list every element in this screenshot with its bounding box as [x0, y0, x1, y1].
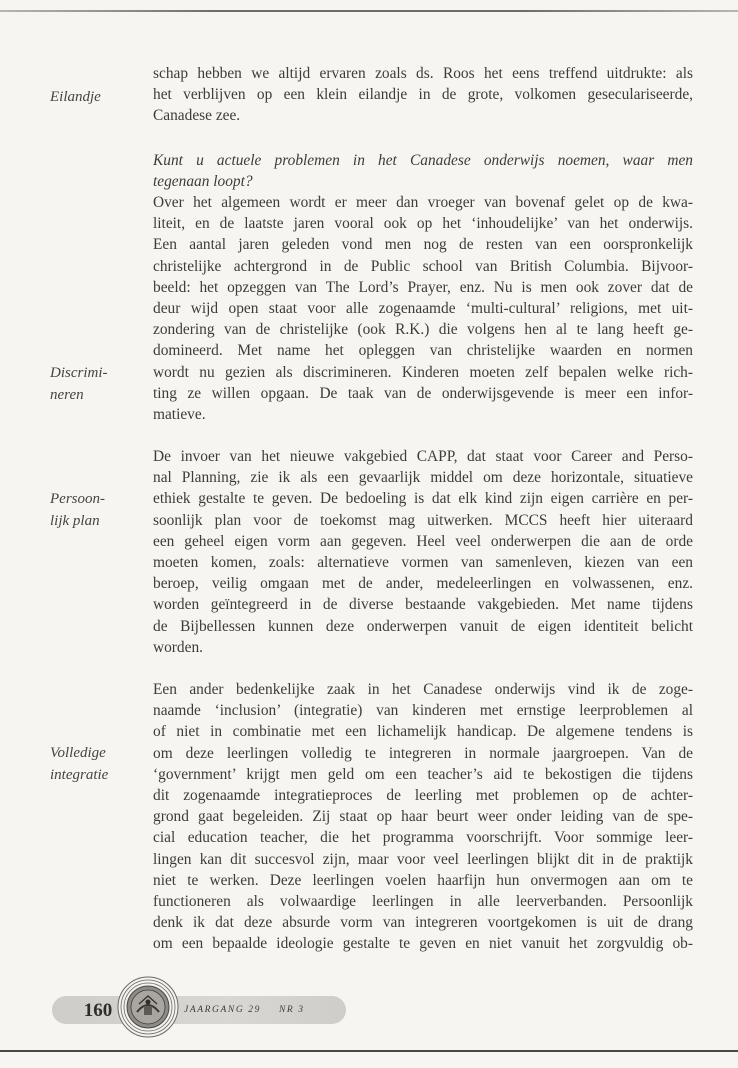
- text-line: moeten komen, zoals: alternatieve vormen van samenleven, kiezen van een: [153, 554, 693, 572]
- top-rule: [0, 10, 738, 12]
- text-line: Canadese zee.: [153, 107, 241, 125]
- margin-note-text: Discrimi-: [50, 365, 108, 381]
- text-line: niet te werken. Deze leerlingen voelen haarfijn hun onvermogen aan om te: [153, 871, 693, 889]
- text-line: beeld: het opzeggen van The Lord’s Prayer, enz. Nu is men ook zover dat de: [153, 278, 693, 296]
- journal-info: [184, 1002, 305, 1018]
- text-line: matieve.: [153, 406, 206, 424]
- text-line: denk ik dat deze absurde vorm van integreren voortgekomen is uit de drang: [153, 914, 693, 932]
- text-line: beroep, veilig omgaan met de ander, medeleerlingen en volwassenen, enz.: [153, 575, 693, 593]
- text-line: het verblijven op een klein eilandje in de grote, volkomen geseculariseerde,: [153, 86, 693, 104]
- text-line: of niet in combinatie met een lichamelijk handicap. De algemene tendens is: [153, 723, 693, 741]
- text-line: nal Planning, zie ik als een gevaarlijk middel om deze horizontale, situatieve: [153, 469, 693, 487]
- margin-note-eilandje: [50, 86, 146, 108]
- paragraph-3: [153, 446, 693, 658]
- text-line: christelijke achtergrond in de Public school van British Columbia. Bijvoor-: [153, 257, 693, 275]
- text-line: ting ze willen opgaan. De taak van de onderwijsgevende is meer een infor-: [153, 384, 693, 402]
- text-line: om een bepaalde ideologie gestalte te geven en niet vanuit het zorgvuldig ob-: [153, 935, 693, 953]
- text-line: tegenaan loopt?: [153, 173, 253, 191]
- margin-note-text: Eilandje: [50, 89, 101, 105]
- margin-note-text: lijk plan: [50, 513, 100, 529]
- issue-label: NR 3: [278, 1005, 305, 1015]
- margin-note-volledige-integratie: [50, 742, 146, 786]
- margin-note-discrimineren: [50, 362, 146, 406]
- text-line: ethiek gestalte te geven. De bedoeling is dat elk kind zijn eigen carrière en per-: [153, 490, 693, 508]
- volume-label: JAARGANG 29: [184, 1005, 261, 1015]
- text-line: De invoer van het nieuwe vakgebied CAPP, dat staat voor Career and Perso-: [153, 448, 693, 465]
- text-line: naamde ‘inclusion’ (integratie) van kinderen met ernstige leerproblemen al: [153, 702, 693, 720]
- paragraph-1: [153, 63, 693, 127]
- text-line: ‘government’ krijgt men geld om een teacher’s aid te bekostigen die tijdens: [153, 765, 693, 783]
- text-line: Kunt u actuele problemen in het Canadese onderwijs noemen, waar men: [153, 152, 693, 169]
- text-line: Een ander bedenkelijke zaak in het Canadese onderwijs vind ik de zoge-: [153, 681, 693, 698]
- text-line: worden geïntegreerd in de diverse bestaande vakgebieden. Met name tijdens: [153, 596, 693, 614]
- margin-note-text: Persoon-: [50, 491, 105, 507]
- text-line: zondering van de christelijke (ook R.K.) die volgens hen al te lang heeft ge-: [153, 321, 693, 339]
- bottom-rule: [0, 1050, 738, 1052]
- journal-seal-icon: [117, 976, 179, 1038]
- text-line: lingen kan dit succesvol zijn, maar voor veel leerlingen blijkt dit in de praktijk: [153, 850, 693, 868]
- paragraph-4: [153, 679, 693, 955]
- text-line: domineerd. Met name het opleggen van christelijke waarden en normen: [153, 342, 693, 360]
- text-line: grond gaat begeleiden. Zij staat op haar beurt weer onder leiding van de spe-: [153, 808, 693, 826]
- text-line: om deze leerlingen volledig te integreren in normale jaargroepen. Van de: [153, 744, 693, 762]
- text-line: een geheel eigen vorm aan gegeven. Heel veel onderwerpen die aan de orde: [153, 532, 693, 550]
- text-line: soonlijk plan voor de toekomst mag uitwerken. MCCS heeft hier uiteraard: [153, 511, 693, 529]
- text-line: wordt nu gezien als discrimineren. Kinderen moeten zelf bepalen welke rich-: [153, 363, 693, 381]
- margin-note-persoonlijk-plan: [50, 488, 146, 532]
- text-line: functioneren als volwaardige leerlingen in alle leerverbanden. Persoonlijk: [153, 893, 693, 911]
- text-line: de Bijbellessen kunnen deze onderwerpen vanuit de eigen identiteit belicht: [153, 617, 693, 635]
- margin-note-text: integratie: [50, 767, 109, 783]
- text-line: liteit, en de laatste jaren vooral ook op het ‘inhoudelijke’ van het onderwijs.: [153, 215, 693, 233]
- text-line: worden.: [153, 638, 204, 656]
- text-line: Over het algemeen wordt er meer dan vroeger van bovenaf gelet op de kwa-: [153, 194, 693, 211]
- page-number: 160: [83, 1000, 113, 1021]
- margin-note-text: Volledige: [50, 745, 106, 761]
- text-line: Een aantal jaren geleden vond men nog de resten van een oorspronkelijk: [153, 236, 693, 254]
- text-line: deur wijd open staat voor alle zogenaamde ‘multi-cultural’ religions, met uit-: [153, 300, 693, 318]
- text-line: schap hebben we altijd ervaren zoals ds. Roos het eens treffend uitdrukte: als: [153, 65, 693, 82]
- text-line: cial education teacher, die het programma voorschrijft. Voor sommige leer-: [153, 829, 693, 847]
- interview-question: [153, 150, 693, 192]
- margin-note-text: neren: [50, 387, 84, 403]
- paragraph-2: [153, 192, 693, 425]
- text-line: dit zogenaamde integratieproces de leerling met problemen op de achter-: [153, 787, 693, 805]
